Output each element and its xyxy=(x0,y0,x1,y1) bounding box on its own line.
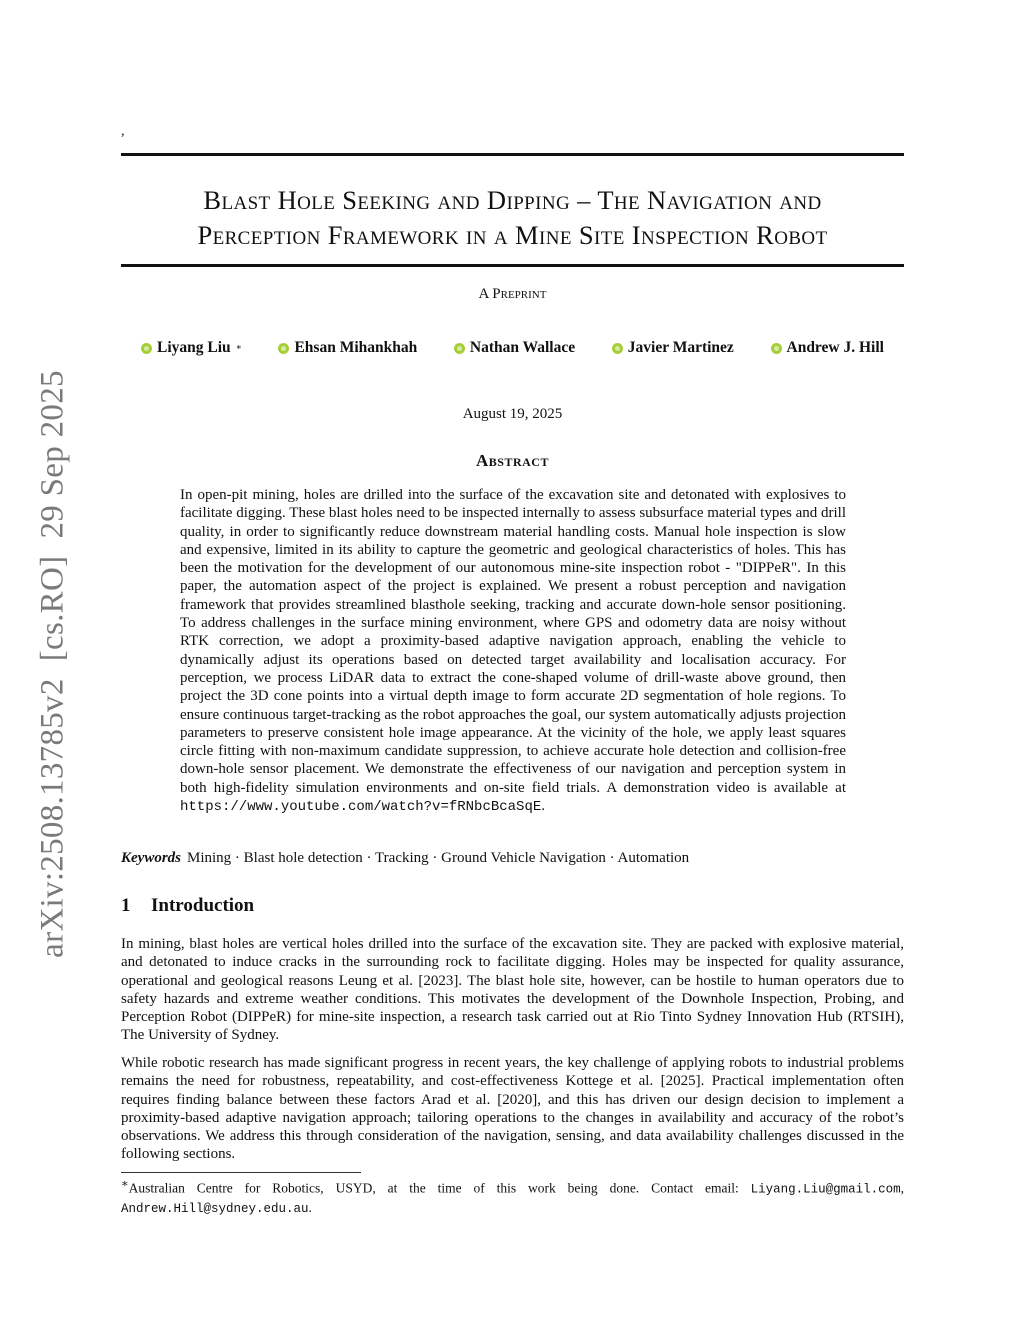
keywords xyxy=(121,850,904,867)
intro-paragraph-2: While robotic research has made significant progress in recent years, the key challenge of applying robots to industrial problems remains the need for robustness, repeatability, and cost-effectiveness Kottege et al. [2025]. Practical implementation often requires finding balance between these factors Arad et al. [2020], and this has driven our design decision to implement a proximity-based adaptive navigation approach; tailoring operations to the changes in availability and accuracy of the robot’s observations. We address this through consideration of the navigation, sensing, and data availability challenges discussed in the following sections. xyxy=(121,1055,904,1163)
orcid-icon[interactable] xyxy=(771,343,782,354)
abstract-heading: Abstract xyxy=(476,451,549,470)
author-list xyxy=(121,339,904,357)
preprint-label: A Preprint xyxy=(478,286,547,302)
title-line-2: Perception Framework in a Mine Site Inspection Robot xyxy=(197,220,828,250)
author-name: Liyang Liu xyxy=(157,339,231,356)
paper-title xyxy=(121,183,904,253)
title-bottom-rule xyxy=(121,264,904,267)
arxiv-stamp-text: arXiv:2508.13785v2 [cs.RO] 29 Sep 2025 xyxy=(34,370,71,958)
top-rule xyxy=(121,153,904,156)
section-title: Introduction xyxy=(151,895,255,916)
footnote-rule xyxy=(121,1172,361,1173)
orcid-icon[interactable] xyxy=(612,343,623,354)
author-1 xyxy=(141,339,242,357)
orcid-icon[interactable] xyxy=(454,343,465,354)
intro-paragraph-1: In mining, blast holes are vertical holes drilled into the surface of the excavation site. They are packed with explosive material, and detonated to induce cracks in the surrounding rock to facilitate digging. Holes may be inspected for quality assurance, operational and geological reasons Leung et al. [2023]. The blast hole site, however, can be hostile to human operators due to safety hazards and extreme weather conditions. This motivates the development of the Downhole Inspection, Probing, and Perception Robot (DIPPeR) for mine-site inspection, a research task carried out at Rio Tinto Sydney Innovation Hub (RTSIH), The University of Sydney. xyxy=(121,936,904,1044)
footnote xyxy=(121,1176,904,1219)
abstract-end: . xyxy=(541,798,546,815)
author-name: Andrew J. Hill xyxy=(786,339,884,356)
orcid-icon[interactable] xyxy=(278,343,289,354)
email-link[interactable]: Andrew.Hill@sydney.edu.au xyxy=(121,1202,309,1216)
abstract-body xyxy=(180,486,846,816)
author-name: Nathan Wallace xyxy=(469,339,576,356)
footnote-separator: , xyxy=(900,1180,905,1196)
footnote-end: . xyxy=(308,1200,312,1215)
keywords-label: Keywords xyxy=(121,850,181,866)
author-5 xyxy=(771,339,884,357)
video-link[interactable]: https://www.youtube.com/watch?v=fRNbcBcaSqE xyxy=(180,799,542,816)
orcid-icon[interactable] xyxy=(141,343,152,354)
email-link[interactable]: Liyang.Liu@gmail.com xyxy=(750,1182,901,1197)
author-name: Javier Martinez xyxy=(627,339,734,356)
abstract-text: In open-pit mining, holes are drilled into the surface of the excavation site and detonated with explosives to facilitate digging. These blast holes need to be inspected internally to assess subsurface material types and drill quality, in order to significantly reduce downstream material handling costs. Manual hole inspection is slow and expensive, limited in its ability to capture the geometric and geological characteristics of holes. This has been the motivation for the development of our autonomous mine-site inspection robot - "DIPPeR". In this paper, the automation aspect of the project is explained. We present a robust perception and navigation framework that provides streamlined blasthole seeking, tracking and accurate down-hole sensor positioning. To address challenges in the surface mining environment, where GPS and odometry data are noisy without RTK correction, we adopt a proximity-based adaptive navigation approach, enabling the vehicle to dynamically adjust its operations based on detected target availability and localisation accuracy. For perception, we process LiDAR data to extract the cone-shaped volume of drill-waste above ground, then project the 3D cone points into a virtual depth image to form accurate 2D segmentation of hole regions. To ensure continuous target-tracking as the robot approaches the goal, our system automatically adjusts projection parameters to preserve consistent hole image appearance. At the vicinity of the hole, we apply least squares circle fitting with non-maximum candidate suppression, to achieve accurate hole detection and collision-free down-hole sensor placement. We demonstrate the effectiveness of our navigation and perception system in both high-fidelity simulation environments and on-site field trials. A demonstration video is available at xyxy=(180,487,846,796)
section-heading xyxy=(121,895,254,917)
author-3 xyxy=(454,339,575,357)
author-4 xyxy=(612,339,734,357)
footnote-mark: ∗ xyxy=(235,341,242,352)
section-number: 1 xyxy=(121,895,131,916)
author-name: Ehsan Mihankhah xyxy=(294,339,418,356)
arxiv-stamp xyxy=(35,370,72,958)
author-2 xyxy=(278,339,417,357)
footnote-text: Australian Centre for Robotics, USYD, at the time of this work being done. Contact email: xyxy=(128,1180,739,1196)
stray-mark: , xyxy=(121,124,125,139)
title-line-1: Blast Hole Seeking and Dipping – The Navigation and xyxy=(203,185,822,215)
keywords-text: Mining · Blast hole detection · Tracking · Ground Vehicle Navigation · Automation xyxy=(187,850,690,866)
footnote-mark: ∗ xyxy=(121,1178,129,1190)
paper-date: August 19, 2025 xyxy=(462,406,563,422)
